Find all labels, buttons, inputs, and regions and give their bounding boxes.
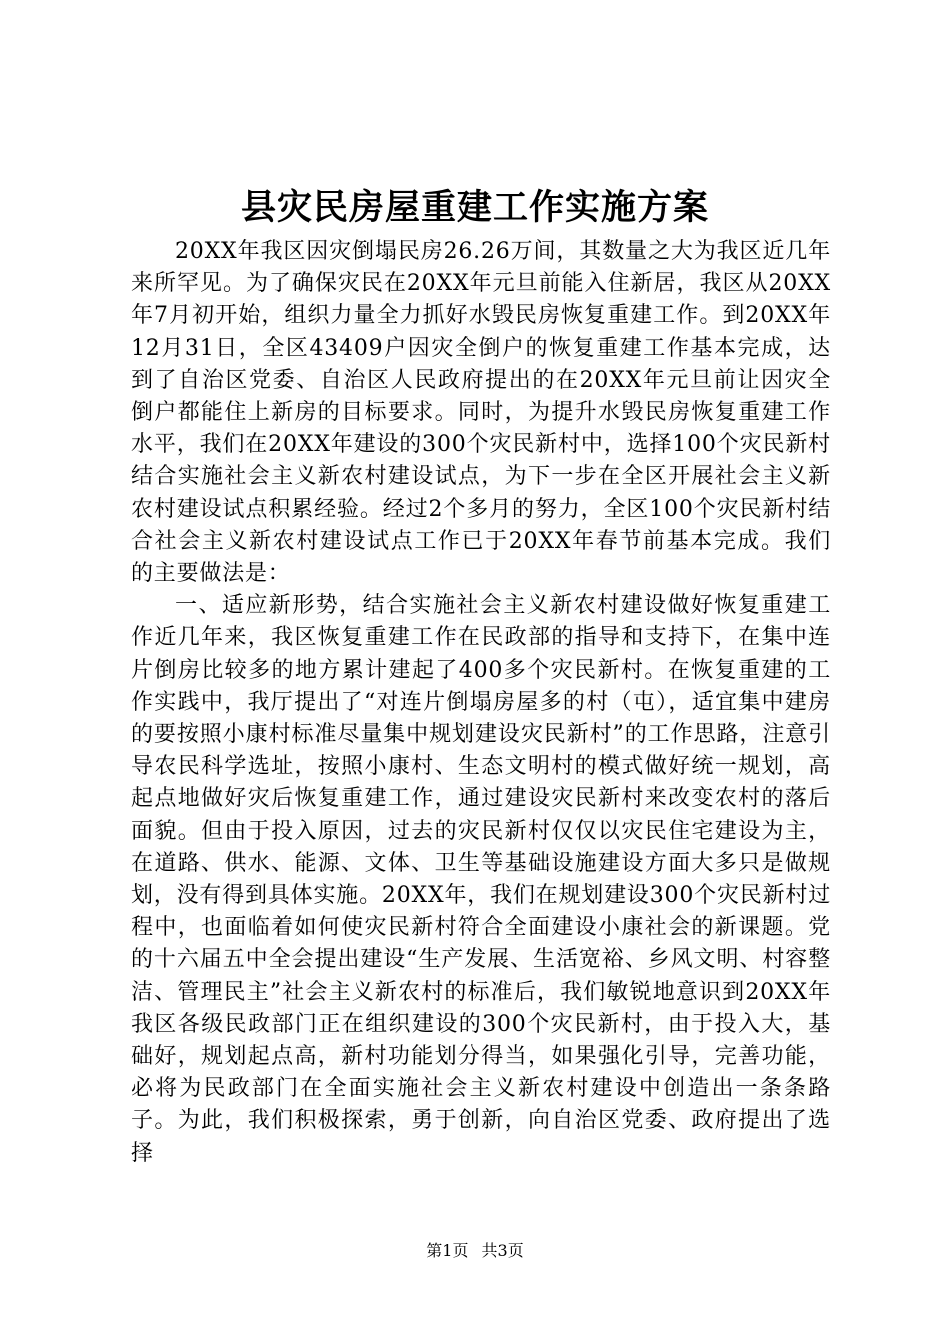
page-total: 共3页: [481, 1241, 524, 1260]
document-title: 县灾民房屋重建工作实施方案: [240, 187, 709, 228]
paragraph-section-one: 一、适应新形势，结合实施社会主义新农村建设做好恢复重建工作近几年来，我区恢复重建工作在民政部的指导和支持下，在集中连片倒房比较多的地方累计建起了400多个灾民新村。在恢复重建的工作实践中，我厅提出了“对连片倒塌房屋多的村（屯），适宜集中建房的要按照小康村标准尽量集中规划建设灾民新村”的工作思路，注意引导农民科学选址，按照小康村、生态文明村的模式做好统一规划，高起点地做好灾后恢复重建工作，通过建设灾民新村来改变农村的落后面貌。但由于投入原因，过去的灾民新村仅仅以灾民住宅建设为主，在道路、供水、能源、文体、卫生等基础设施建设方面大多只是做规划，没有得到具体实施。20XX年，我们在规划建设300个灾民新村过程中，也面临着如何使灾民新村符合全面建设小康社会的新课题。党的十六届五中全会提出建设“生产发展、生活宽裕、乡风文明、村容整洁、管理民主”社会主义新农村的标准后，我们敏锐地意识到20XX年我区各级民政部门正在组织建设的300个灾民新村，由于投入大，基础好，规划起点高，新村功能划分得当，如果强化引导，完善功能，必将为民政部门在全面实施社会主义新农村建设中创造出一条条路子。为此，我们积极探索，勇于创新，向自治区党委、政府提出了选择: [131, 593, 831, 1166]
document-body: [131, 236, 831, 1170]
paragraph-intro: 20XX年我区因灾倒塌民房26.26万间，其数量之大为我区近几年来所罕见。为了确保灾民在20XX年元旦前能入住新居，我区从20XX年7月初开始，组织力量全力抓好水毁民房恢复重建工作。到20XX年12月31日，全区43409户因灾全倒户的恢复重建工作基本完成，达到了自治区党委、自治区人民政府提出的在20XX年元旦前让因灾全倒户都能住上新房的目标要求。同时，为提升水毁民房恢复重建工作水平，我们在20XX年建设的300个灾民新村中，选择100个灾民新村结合实施社会主义新农村建设试点，为下一步在全区开展社会主义新农村建设试点积累经验。经过2个多月的努力，全区100个灾民新村结合社会主义新农村建设试点工作已于20XX年春节前基本完成。我们的主要做法是：: [131, 239, 831, 587]
page-footer: [0, 1240, 950, 1262]
page-number: 第1页: [426, 1241, 469, 1260]
